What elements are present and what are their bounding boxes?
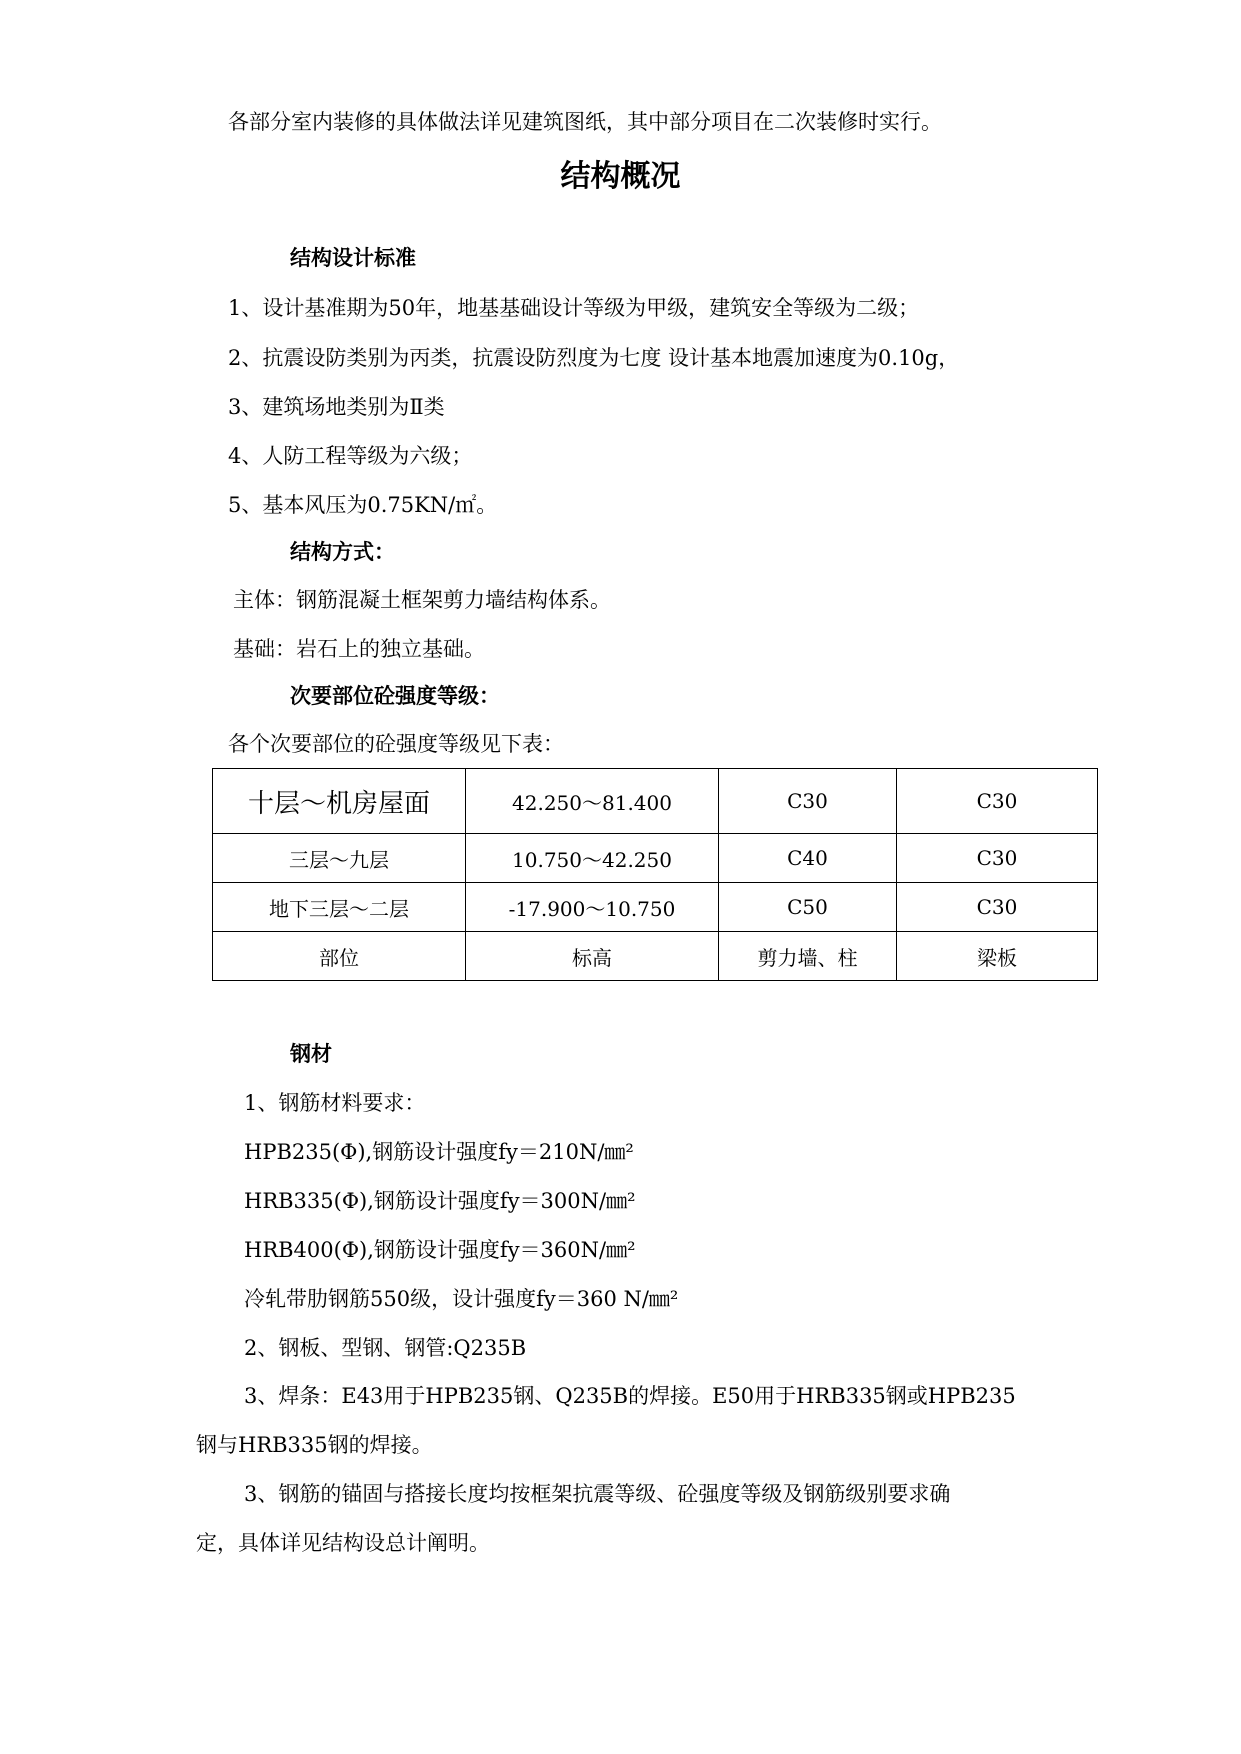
- table-cell: C30: [719, 769, 897, 834]
- table-cell: C40: [719, 834, 897, 883]
- intro-paragraph: 各部分室内装修的具体做法详见建筑图纸，其中部分项目在二次装修时实行。: [228, 110, 942, 134]
- steel-line: 冷轧带肋钢筋550级，设计强度fy＝360 N/㎜²: [244, 1287, 679, 1311]
- table-cell: 十层～机房屋面: [213, 769, 466, 834]
- structure-type-item: 基础：岩石上的独立基础。: [233, 637, 485, 661]
- table-row: [213, 834, 1098, 883]
- structure-type-item: 主体：钢筋混凝土框架剪力墙结构体系。: [233, 588, 611, 612]
- steel-line: 1、钢筋材料要求：: [244, 1091, 426, 1115]
- table-cell: 梁板: [897, 932, 1098, 981]
- table-cell: 地下三层～二层: [213, 883, 466, 932]
- structure-type-heading: 结构方式：: [290, 540, 395, 564]
- table-cell: 标高: [466, 932, 719, 981]
- table-cell: 42.250～81.400: [466, 769, 719, 834]
- table-cell: C30: [897, 834, 1098, 883]
- page-title: 结构概况: [560, 159, 681, 194]
- table-cell: 三层～九层: [213, 834, 466, 883]
- table-row: [213, 769, 1098, 834]
- table-cell: C50: [719, 883, 897, 932]
- design-standard-item: 2、抗震设防类别为丙类，抗震设防烈度为七度 设计基本地震加速度为0.10g，: [228, 346, 960, 370]
- table-cell: 剪力墙、柱: [719, 932, 897, 981]
- welding-paragraph-line1: 3、焊条：E43用于HPB235钢、Q235B的焊接。E50用于HRB335钢或HPB235: [244, 1384, 1016, 1408]
- design-standard-item: 3、建筑场地类别为Ⅱ类: [228, 395, 445, 419]
- design-standard-item: 1、设计基准期为50年，地基基础设计等级为甲级，建筑安全等级为二级；: [228, 296, 920, 320]
- concrete-grade-intro: 各个次要部位的砼强度等级见下表：: [228, 732, 564, 756]
- steel-line: HRB335(Φ),钢筋设计强度fy＝300N/㎜²: [244, 1189, 636, 1213]
- table-row: [213, 883, 1098, 932]
- concrete-grade-table: [212, 768, 1098, 981]
- steel-line: HPB235(Φ),钢筋设计强度fy＝210N/㎜²: [244, 1140, 634, 1164]
- table-cell: -17.900～10.750: [466, 883, 719, 932]
- design-standard-item: 5、基本风压为0.75KN/㎡。: [228, 493, 498, 517]
- table-cell: 部位: [213, 932, 466, 981]
- table-cell: C30: [897, 769, 1098, 834]
- design-standard-item: 4、人防工程等级为六级；: [228, 444, 473, 468]
- welding-paragraph-line2: 钢与HRB335钢的焊接。: [196, 1433, 433, 1457]
- concrete-grade-heading: 次要部位砼强度等级：: [290, 684, 500, 708]
- table-cell: C30: [897, 883, 1098, 932]
- anchorage-paragraph-line2: 定，具体详见结构设总计阐明。: [196, 1531, 490, 1555]
- design-standard-heading: 结构设计标准: [290, 246, 416, 270]
- steel-heading: 钢材: [290, 1042, 332, 1066]
- table-header-row: [213, 932, 1098, 981]
- table-cell: 10.750～42.250: [466, 834, 719, 883]
- steel-line: HRB400(Φ),钢筋设计强度fy＝360N/㎜²: [244, 1238, 636, 1262]
- anchorage-paragraph-line1: 3、钢筋的锚固与搭接长度均按框架抗震等级、砼强度等级及钢筋级别要求确: [244, 1482, 951, 1506]
- steel-line: 2、钢板、型钢、钢管:Q235B: [244, 1336, 527, 1360]
